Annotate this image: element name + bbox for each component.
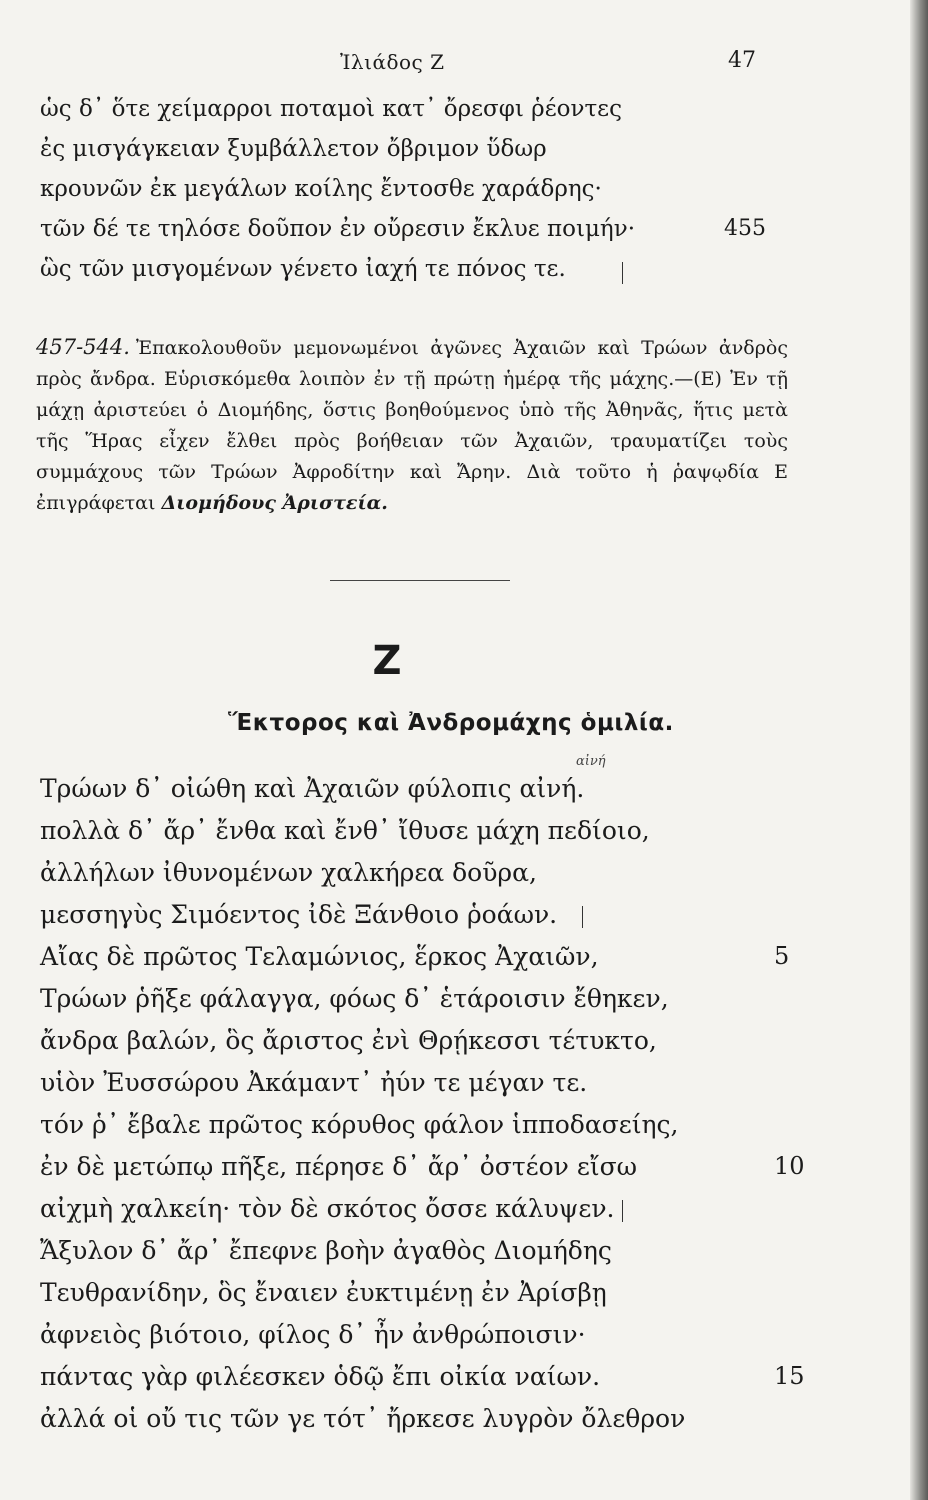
verse-text: αἰχμὴ χαλκείη· τὸν δὲ σκότος ὄσσε κάλυψεν. <box>40 1194 615 1223</box>
verse-line <box>0 216 928 256</box>
verse-line <box>0 774 928 814</box>
verse-text: Τρώων δ᾽ οἰώθη καὶ Ἀχαιῶν φύλοπις αἰνή. <box>40 774 585 803</box>
book-letter: Ζ <box>372 638 402 684</box>
pencil-stroke-mark <box>582 906 583 928</box>
verse-text: Τρώων ῥῆξε φάλαγγα, φόως δ᾽ ἑτάροισιν ἔθηκεν, <box>40 984 669 1013</box>
verse-line <box>0 176 928 216</box>
verse-text: μεσσηγὺς Σιμόεντος ἰδὲ Ξάνθοιο ῥοάων. <box>40 900 558 929</box>
summary-emphasis: Διομήδους Ἀριστεία. <box>161 492 388 514</box>
page-header <box>0 48 928 78</box>
verse-text: ἐν δὲ μετώπῳ πῆξε, πέρησε δ᾽ ἄρ᾽ ὀστέον εἴσω <box>40 1152 638 1181</box>
verse-text: υἱὸν Ἐυσσώρου Ἀκάμαντ᾽ ἠύν τε μέγαν τε. <box>40 1068 588 1097</box>
verse-text: τῶν δέ τε τηλόσε δοῦπον ἐν οὔρεσιν ἔκλυε ποιμήν· <box>40 216 636 242</box>
verse-line <box>0 858 928 898</box>
verse-text: τόν ῥ᾽ ἔβαλε πρῶτος κόρυθος φάλον ἱπποδασείης, <box>40 1110 679 1139</box>
page-number: 47 <box>728 48 756 73</box>
line-number: 10 <box>774 1152 805 1180</box>
section-divider <box>330 580 510 581</box>
verse-text: ἀλλήλων ἰθυνομένων χαλκήρεα δοῦρα, <box>40 858 537 887</box>
verse-text: Τευθρανίδην, ὃς ἔναιεν ἐυκτιμένῃ ἐν Ἀρίσβῃ <box>40 1278 607 1307</box>
verse-text: ἄνδρα βαλών, ὃς ἄριστος ἐνὶ Θρῄκεσσι τέτυκτο, <box>40 1026 657 1055</box>
verse-line <box>0 1068 928 1108</box>
verse-line <box>0 900 928 940</box>
verse-line <box>0 1278 928 1318</box>
verse-text: πάντας γὰρ φιλέεσκεν ὁδῷ ἔπι οἰκία ναίων. <box>40 1362 601 1391</box>
line-number: 15 <box>774 1362 805 1390</box>
verse-line <box>0 1236 928 1276</box>
verse-text: Αἴας δὲ πρῶτος Τελαμώνιος, ἕρκος Ἀχαιῶν, <box>40 942 599 971</box>
summary-text: Ἐπακολουθοῦν μεμονωμένοι ἀγῶνες Ἀχαιῶν καὶ Τρώων ἀνδρὸς πρὸς ἄνδρα. Εὑρισκόμεθα λοιπὸν ἐν τῇ πρώτῃ ἡμέρᾳ τῆς μάχης.—(Ε) Ἐν τῇ μάχῃ ἀριστεύει ὁ Διομήδης, ὅστις βοηθούμενος ὑπὸ τῆς Ἀθηνᾶς, ἥτις μετὰ τῆς Ἥρας εἶχεν ἔλθει πρὸς βοήθειαν τῶν Ἀχαιῶν, τραυματίζει τοὺς συμμάχους τῶν Τρώων Ἀφροδίτην καὶ Ἄρην. Διὰ τοῦτο ἡ ῥαψῳδία Ε ἐπιγράφεται <box>36 337 788 514</box>
line-number: 455 <box>724 216 766 241</box>
verse-line <box>0 942 928 982</box>
verse-line <box>0 256 928 296</box>
verse-text: κρουνῶν ἐκ μεγάλων κοίλης ἔντοσθε χαράδρης· <box>40 176 602 202</box>
book-summary <box>36 332 788 519</box>
verse-line <box>0 1362 928 1402</box>
verse-line <box>0 1152 928 1192</box>
verse-text: ἀφνειὸς βιότοιο, φίλος δ᾽ ἦν ἀνθρώποισιν· <box>40 1320 586 1349</box>
verse-line <box>0 1110 928 1150</box>
verse-text: ἀλλά οἱ οὔ τις τῶν γε τότ᾽ ἤρκεσε λυγρὸν ὄλεθρον <box>40 1404 686 1433</box>
verse-text: Ἄξυλον δ᾽ ἄρ᾽ ἔπεφνε βοὴν ἀγαθὸς Διομήδης <box>40 1236 612 1265</box>
verse-text: ὣς τῶν μισγομένων γένετο ἰαχή τε πόνος τε. <box>40 256 566 282</box>
book-title: Ἕκτορος καὶ Ἀνδρομάχης ὁμιλία. <box>228 710 674 736</box>
verse-line <box>0 984 928 1024</box>
verse-line <box>0 816 928 856</box>
line-number: 5 <box>774 942 790 970</box>
verse-text: πολλὰ δ᾽ ἄρ᾽ ἔνθα καὶ ἔνθ᾽ ἴθυσε μάχη πεδίοιο, <box>40 816 650 845</box>
verse-text: ἐς μισγάγκειαν ξυμβάλλετον ὄβριμον ὕδωρ <box>40 136 547 162</box>
verse-text: ὡς δ᾽ ὅτε χείμαρροι ποταμοὶ κατ᾽ ὄρεσφι ῥέοντες <box>40 96 622 122</box>
verse-line <box>0 1404 928 1444</box>
pencil-stroke-mark <box>622 1200 623 1222</box>
verse-line <box>0 1320 928 1360</box>
verse-line <box>0 1194 928 1234</box>
verse-line <box>0 1026 928 1066</box>
running-head: Ἰλιάδος Ζ <box>340 50 445 74</box>
verse-line <box>0 96 928 136</box>
verse-line <box>0 136 928 176</box>
marginal-note: αἰνή <box>576 754 606 769</box>
pencil-stroke-mark <box>622 262 623 284</box>
summary-line-range: 457-544. <box>36 335 130 359</box>
